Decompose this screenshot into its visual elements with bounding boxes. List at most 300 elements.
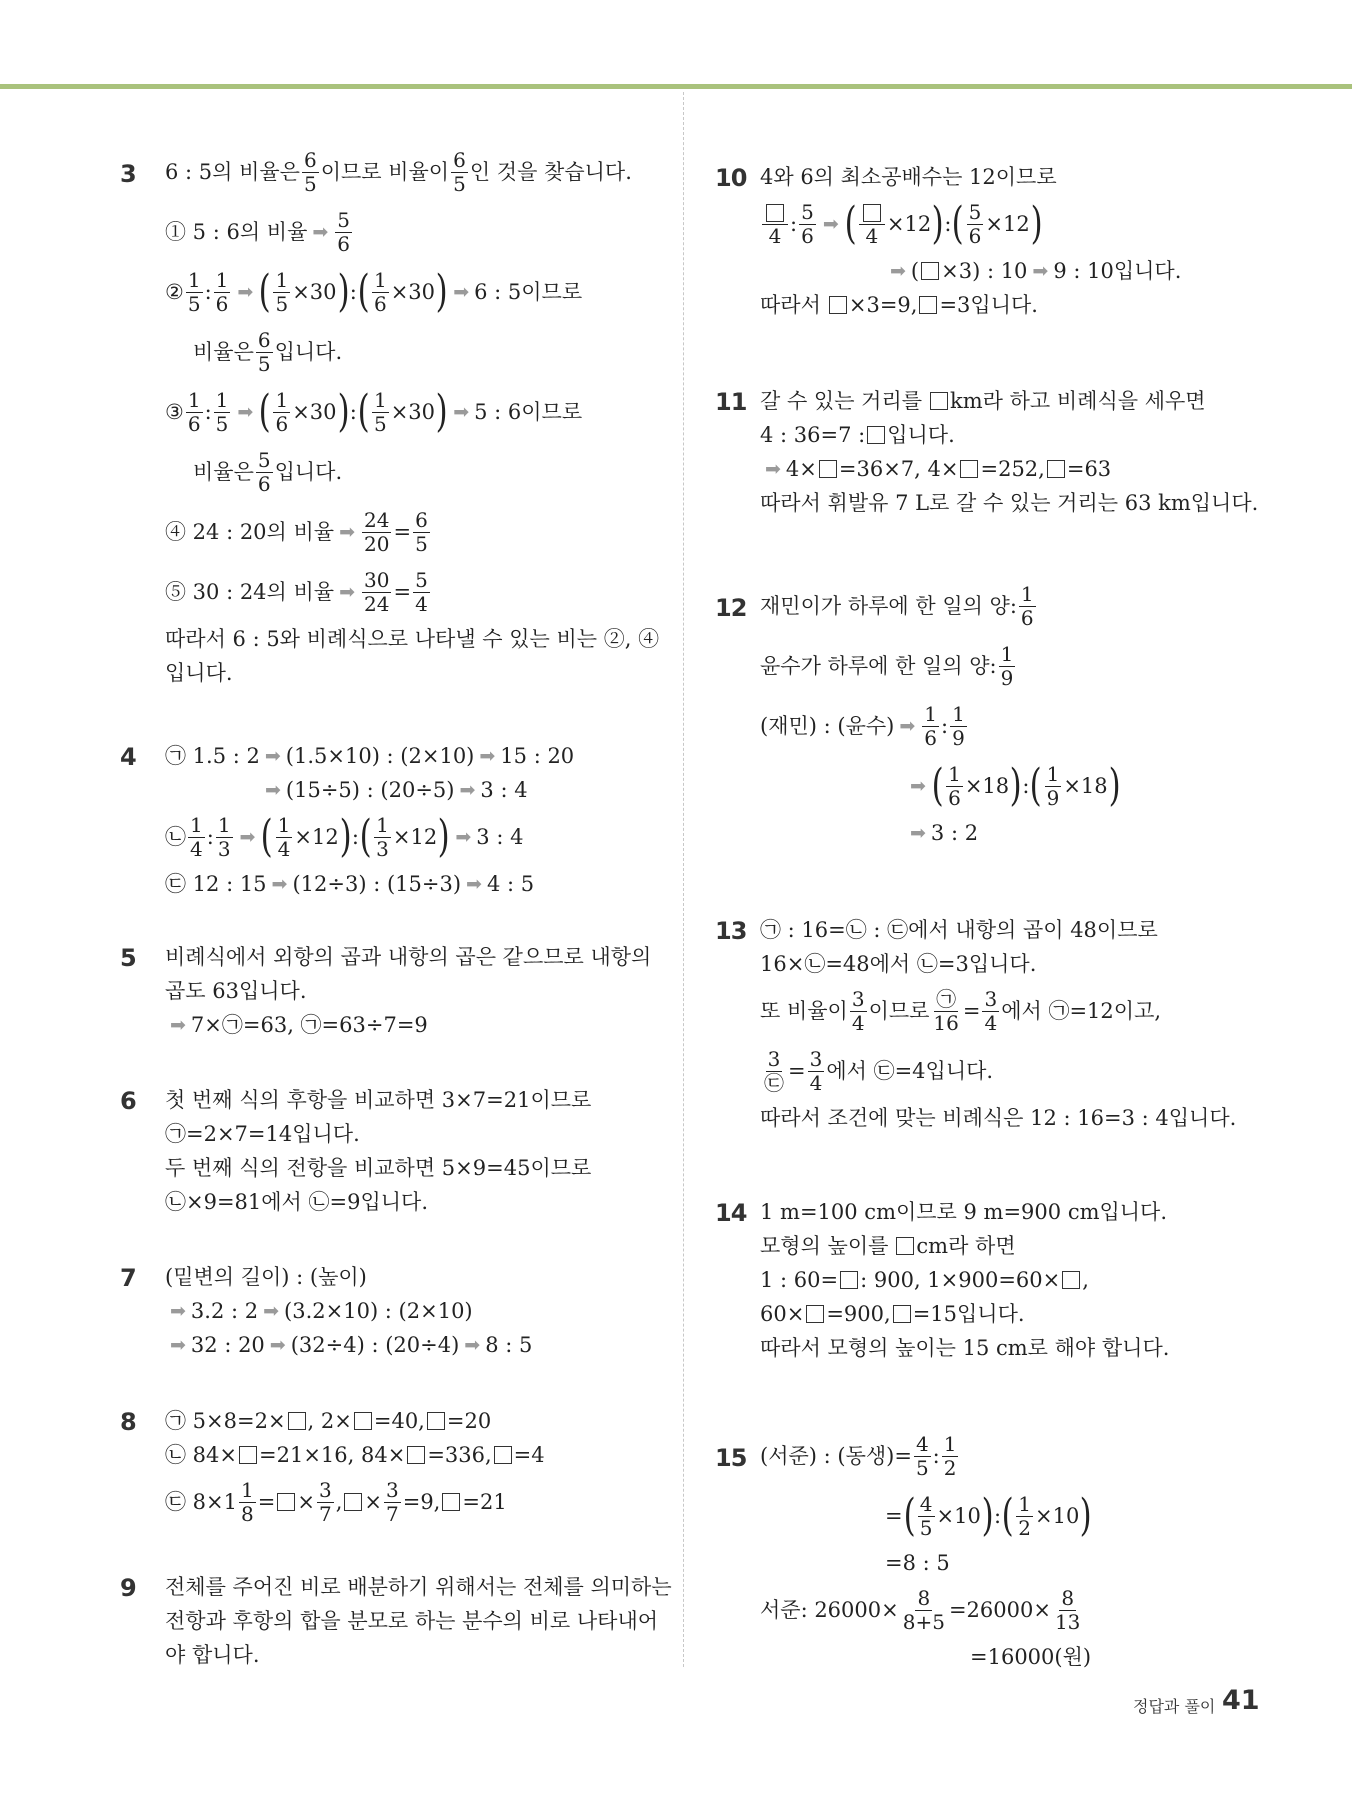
- line: [165, 562, 665, 622]
- text: (1.5×10) : (2×10): [285, 744, 475, 768]
- right-paren: ): [981, 1490, 994, 1541]
- problem-number: 9: [120, 1574, 136, 1602]
- line: [760, 1580, 1260, 1640]
- text: ③: [165, 400, 184, 424]
- column-divider: [683, 92, 684, 1667]
- problem-number: 8: [120, 1408, 136, 1436]
- line: [165, 867, 665, 901]
- text: 1 : 60=: [760, 1268, 839, 1292]
- line: 첫 번째 식의 후항을 비교하면 3×7=21이므로: [165, 1088, 592, 1112]
- colon: :: [351, 825, 359, 849]
- text: ×3) : 10: [941, 259, 1028, 283]
- blank-box: [344, 1493, 362, 1511]
- page-number: 41: [1222, 1685, 1260, 1716]
- problem-number: 5: [120, 944, 136, 972]
- text: =63: [1066, 457, 1112, 481]
- fraction: $\frac{5}{6}$: [337, 207, 351, 256]
- text: ㉢ 12 : 15: [165, 872, 267, 896]
- problem-number: 10: [715, 164, 747, 192]
- line: [165, 202, 665, 262]
- left-paren: (: [258, 386, 271, 437]
- line: [165, 1404, 665, 1438]
- left-paren: (: [357, 386, 370, 437]
- line: [165, 322, 665, 382]
- blank-box: [960, 460, 978, 478]
- line: [165, 1294, 665, 1328]
- text: ㉠ 5×8=2×: [165, 1409, 286, 1433]
- fraction: $\frac{4}{5}$: [919, 1491, 933, 1540]
- fraction: $\frac{1}{9}$: [1000, 641, 1014, 690]
- colon: :: [204, 280, 212, 304]
- fraction: $\frac{1}{6}$: [924, 701, 937, 750]
- problem-body: [760, 1431, 1260, 1674]
- blank-box: [819, 460, 837, 478]
- line: [165, 382, 665, 442]
- fraction: $\frac{1}{2}$: [1018, 1491, 1031, 1540]
- blank-box: [494, 1446, 512, 1464]
- text: =26000×: [948, 1598, 1051, 1622]
- left-paren: (: [952, 198, 965, 249]
- problem-number: 13: [715, 917, 747, 945]
- text: ×12: [294, 825, 339, 849]
- arrow-icon: ➡: [822, 213, 839, 235]
- text: ⑤ 30 : 24의 비율: [165, 580, 335, 604]
- fraction: $\frac{4}{5}$: [915, 1431, 929, 1480]
- text: ×12: [985, 212, 1030, 236]
- problem-body: [165, 1570, 672, 1672]
- fraction: $\frac{1}{6}$: [215, 267, 229, 316]
- text: 6 : 5의 비율은: [165, 160, 300, 184]
- line: [165, 739, 665, 773]
- line: [760, 1426, 1260, 1486]
- text: 3 : 2: [930, 821, 979, 845]
- text: =40,: [373, 1409, 425, 1433]
- problem-body: [760, 913, 1260, 1135]
- right-paren: ): [435, 386, 448, 437]
- line: [760, 696, 1260, 756]
- right-paren: ): [339, 811, 352, 862]
- line: 따라서 6 : 5와 비례식으로 나타낼 수 있는 비는 ②, ④: [165, 627, 660, 651]
- text: =20: [446, 1409, 492, 1433]
- fraction: $\frac{30}{24}$: [364, 567, 390, 616]
- text: cm라 하면: [916, 1234, 1016, 1258]
- text: ① 5 : 6의 비율: [165, 220, 308, 244]
- line: ㉡×9=81에서 ㉡=9입니다.: [165, 1190, 429, 1214]
- left-paren: (: [1001, 1490, 1014, 1541]
- text: ,: [1082, 1268, 1089, 1292]
- text: ,: [335, 1490, 343, 1514]
- text: (재민) : (윤수): [760, 714, 895, 738]
- line: [760, 254, 1260, 288]
- line: [760, 576, 1260, 636]
- text: =: [885, 1504, 903, 1528]
- line: 따라서 모형의 높이는 15 cm로 해야 합니다.: [760, 1336, 1170, 1360]
- text: =15입니다.: [912, 1302, 1025, 1326]
- colon: :: [349, 400, 357, 424]
- line: [760, 1640, 1260, 1674]
- text: 4×: [785, 457, 817, 481]
- text: =: [393, 580, 412, 604]
- text: 15 : 20: [500, 744, 575, 768]
- arrow-icon: ➡: [464, 1334, 481, 1356]
- fraction: $\frac{1}{4}$: [190, 812, 203, 861]
- left-paren: (: [261, 811, 274, 862]
- blank-box: [863, 204, 881, 222]
- text: ㉢ 8×1: [165, 1490, 237, 1514]
- footer-label: 정답과 풀이: [1133, 1697, 1216, 1716]
- text: ×10: [936, 1504, 981, 1528]
- line: [165, 442, 665, 502]
- blank-box: [806, 1305, 824, 1323]
- text: =36×7, 4×: [838, 457, 959, 481]
- right-paren: ): [931, 198, 944, 249]
- blank-box: [867, 426, 885, 444]
- line: 전항과 후항의 합을 분모로 하는 분수의 비로 나타내어: [165, 1609, 659, 1633]
- fraction: $\frac{6}{5}$: [415, 507, 428, 556]
- text: 3 : 4: [476, 825, 524, 849]
- text: 이므로: [868, 999, 930, 1023]
- text: (3.2×10) : (2×10): [284, 1299, 473, 1323]
- text: 60×: [760, 1302, 805, 1326]
- text: 윤수가 하루에 한 일의 양:: [760, 654, 997, 678]
- text: ×3=9,: [848, 293, 918, 317]
- text: , 2×: [307, 1409, 352, 1433]
- colon: :: [790, 212, 798, 236]
- line: [760, 756, 1260, 816]
- text: 또 비율이: [760, 999, 848, 1023]
- left-paren: (: [931, 760, 944, 811]
- fraction: $\frac{1}{6}$: [187, 387, 201, 436]
- colon: :: [204, 400, 212, 424]
- arrow-icon: ➡: [453, 401, 470, 423]
- text: ×18: [964, 774, 1010, 798]
- fraction: $\frac{1}{3}$: [376, 812, 389, 861]
- blank-box: [893, 1305, 911, 1323]
- line: [760, 194, 1260, 254]
- problem-body: [165, 739, 665, 901]
- problem-number: 6: [120, 1087, 136, 1115]
- blank-box: [896, 1237, 914, 1255]
- text: ×12: [392, 825, 438, 849]
- fraction: $\frac{1}{8}$: [241, 1477, 254, 1526]
- left-paren: (: [844, 198, 857, 249]
- text: =: [962, 999, 981, 1023]
- text: =900,: [826, 1302, 891, 1326]
- line: ㉠=2×7=14입니다.: [165, 1122, 360, 1146]
- line: [760, 1041, 1260, 1101]
- fraction: $\frac{1}{9}$: [1046, 761, 1060, 810]
- fraction: $\frac{6}{5}$: [303, 147, 317, 196]
- fraction: 4: [762, 202, 788, 247]
- text: km라 하고 비례식을 세우면: [950, 389, 1206, 413]
- arrow-icon: ➡: [264, 745, 281, 767]
- text: ㉡ 84×: [165, 1443, 237, 1467]
- blank-box: [239, 1446, 257, 1464]
- line: ㉠ : 16=㉡ : ㉢에서 내항의 곱이 48이므로: [760, 918, 1158, 942]
- line: [760, 452, 1260, 486]
- arrow-icon: ➡: [170, 1300, 186, 1322]
- problem-number: 4: [120, 743, 136, 771]
- text: (: [910, 259, 920, 283]
- line: 전체를 주어진 비로 배분하기 위해서는 전체를 의미하는: [165, 1575, 672, 1599]
- line: [165, 142, 665, 202]
- fraction: $\frac{3}{㉢}$: [764, 1046, 784, 1095]
- arrow-icon: ➡: [170, 1014, 186, 1036]
- problem-body: [165, 147, 665, 690]
- left-paren: (: [903, 1490, 916, 1541]
- line: [760, 981, 1260, 1041]
- line: (밑변의 길이) : (높이): [165, 1265, 367, 1289]
- fraction: $\frac{1}{5}$: [275, 267, 289, 316]
- blank-box: [930, 392, 948, 410]
- line: [165, 1328, 665, 1362]
- text: ×12: [886, 212, 932, 236]
- line: [165, 1438, 665, 1472]
- fraction: $\frac{5}{6}$: [968, 199, 982, 248]
- arrow-icon: ➡: [312, 221, 329, 243]
- problem-body: [165, 940, 665, 1042]
- colon: :: [206, 825, 214, 849]
- text: 모형의 높이를: [760, 1234, 889, 1258]
- arrow-icon: ➡: [271, 873, 288, 895]
- text: 5 : 6이므로: [474, 400, 583, 424]
- fraction: $\frac{1}{6}$: [275, 387, 289, 436]
- text: ×30: [292, 280, 337, 304]
- line: [760, 1486, 1260, 1546]
- line: [760, 1229, 1260, 1263]
- text: =3입니다.: [939, 293, 1038, 317]
- fraction: $\frac{1}{4}$: [277, 812, 291, 861]
- problem-number: 7: [120, 1264, 136, 1292]
- text: 입니다.: [887, 423, 955, 447]
- top-rule: [0, 84, 1352, 89]
- blank-box: [921, 262, 939, 280]
- line: [760, 418, 1260, 452]
- blank-box: [277, 1493, 295, 1511]
- arrow-icon: ➡: [269, 1334, 286, 1356]
- fraction: $\frac{1}{2}$: [943, 1431, 957, 1480]
- arrow-icon: ➡: [455, 826, 472, 848]
- text: =252,: [980, 457, 1045, 481]
- fraction: $\frac{3}{4}$: [984, 986, 998, 1035]
- line: [760, 816, 1260, 850]
- blank-box: [919, 296, 937, 314]
- text: =: [393, 520, 412, 544]
- right-paren: ): [437, 811, 450, 862]
- fraction: $\frac{1}{6}$: [373, 267, 387, 316]
- text: 서준: 26000×: [760, 1598, 899, 1622]
- fraction: $\frac{3}{4}$: [809, 1046, 823, 1095]
- problem-number: 11: [715, 388, 747, 416]
- line: [760, 384, 1260, 418]
- blank-box: [1062, 1271, 1080, 1289]
- problem-body: [165, 1083, 665, 1219]
- blank-box: [1047, 460, 1065, 478]
- text: =21×16, 84×: [259, 1443, 406, 1467]
- fraction: $\frac{5}{4}$: [415, 567, 428, 616]
- line: [165, 262, 665, 322]
- problem-number: 12: [715, 594, 747, 622]
- line: 곱도 63입니다.: [165, 979, 307, 1003]
- arrow-icon: ➡: [170, 1334, 186, 1356]
- text: (15÷5) : (20÷5): [285, 778, 455, 802]
- problem-body: [165, 1404, 665, 1532]
- text: =4: [513, 1443, 545, 1467]
- text: 4 : 5: [486, 872, 535, 896]
- text: =: [257, 1490, 276, 1514]
- colon: :: [1022, 774, 1030, 798]
- line: [165, 773, 665, 807]
- right-paren: ): [337, 386, 350, 437]
- text: (서준) : (동생)=: [760, 1444, 912, 1468]
- text: 4 : 36=7 :: [760, 423, 866, 447]
- arrow-icon: ➡: [265, 779, 281, 801]
- arrow-icon: ➡: [890, 260, 906, 282]
- text: ×: [364, 1490, 382, 1514]
- problem-body: [760, 160, 1260, 322]
- arrow-icon: ➡: [910, 822, 926, 844]
- text: =21: [462, 1490, 507, 1514]
- blank-box: [407, 1446, 425, 1464]
- text: =8 : 5: [885, 1551, 950, 1575]
- arrow-icon: ➡: [479, 745, 496, 767]
- fraction: $\frac{8}{8+5}$: [902, 1585, 945, 1634]
- arrow-icon: ➡: [910, 775, 926, 797]
- fraction: $\frac{3}{7}$: [385, 1477, 399, 1526]
- fraction: $\frac{1}{6}$: [1020, 581, 1034, 630]
- fraction: $\frac{6}{5}$: [453, 147, 466, 196]
- text: ×: [297, 1490, 315, 1514]
- arrow-icon: ➡: [237, 281, 254, 303]
- text: ㉠ 1.5 : 2: [165, 744, 260, 768]
- text: 3 : 4: [480, 778, 528, 802]
- text: ×30: [390, 400, 436, 424]
- arrow-icon: ➡: [459, 779, 476, 801]
- right-paren: ): [1030, 198, 1043, 249]
- text: 인 것을 찾습니다.: [469, 160, 632, 184]
- arrow-icon: ➡: [453, 281, 470, 303]
- left-paren: (: [258, 266, 271, 317]
- problem-number: 3: [120, 160, 136, 188]
- blank-box: [766, 204, 784, 222]
- line: [760, 1263, 1260, 1297]
- arrow-icon: ➡: [339, 521, 355, 543]
- fraction: $\frac{3}{7}$: [318, 1477, 332, 1526]
- right-paren: ): [337, 266, 350, 317]
- text: 6 : 5이므로: [474, 280, 583, 304]
- text: 입니다.: [274, 460, 343, 484]
- text: 9 : 10입니다.: [1053, 259, 1182, 283]
- problem-body: [165, 1260, 665, 1362]
- line: [760, 1297, 1260, 1331]
- line: 두 번째 식의 전항을 비교하면 5×9=45이므로: [165, 1156, 592, 1180]
- arrow-icon: ➡: [466, 873, 482, 895]
- arrow-icon: ➡: [1032, 260, 1049, 282]
- fraction: $\frac{1}{3}$: [217, 812, 231, 861]
- problem-body: [760, 581, 1260, 850]
- right-paren: ): [1108, 760, 1121, 811]
- text: 갈 수 있는 거리를: [760, 389, 923, 413]
- text: 따라서: [760, 293, 821, 317]
- line: 16×㉡=48에서 ㉡=3입니다.: [760, 952, 1037, 976]
- right-paren: ): [1009, 760, 1022, 811]
- text: 비율은: [193, 340, 254, 364]
- problem-number: 14: [715, 1199, 747, 1227]
- colon: :: [932, 1444, 940, 1468]
- fraction: $\frac{1}{9}$: [952, 701, 965, 750]
- text: (32÷4) : (20÷4): [290, 1333, 460, 1357]
- blank-box: [442, 1493, 460, 1511]
- text: ×30: [292, 400, 337, 424]
- left-paren: (: [359, 811, 372, 862]
- right-paren: ): [435, 266, 448, 317]
- fraction: $\frac{5}{6}$: [257, 447, 271, 496]
- fraction: $\frac{8}{13}$: [1054, 1585, 1081, 1634]
- colon: :: [349, 280, 357, 304]
- line: [165, 807, 665, 867]
- arrow-icon: ➡: [765, 458, 781, 480]
- line: 따라서 휘발유 7 L로 갈 수 있는 거리는 63 km입니다.: [760, 491, 1259, 515]
- text: =9,: [402, 1490, 441, 1514]
- text: =336,: [427, 1443, 492, 1467]
- fraction: $\frac{3}{4}$: [851, 986, 865, 1035]
- line: 비례식에서 외항의 곱과 내항의 곱은 같으므로 내항의: [165, 945, 652, 969]
- line: [165, 502, 665, 562]
- left-paren: (: [1029, 760, 1043, 811]
- fraction: $\frac{1}{5}$: [373, 387, 387, 436]
- line: 입니다.: [165, 661, 233, 685]
- left-paren: (: [357, 266, 370, 317]
- fraction: $\frac{5}{6}$: [801, 199, 814, 248]
- text: 입니다.: [274, 340, 343, 364]
- fraction: $\frac{24}{20}$: [364, 507, 390, 556]
- colon: :: [994, 1504, 1002, 1528]
- text: ㉡: [165, 825, 186, 849]
- text: ×18: [1063, 774, 1108, 798]
- arrow-icon: ➡: [263, 1300, 280, 1322]
- line: 따라서 조건에 맞는 비례식은 12 : 16=3 : 4입니다.: [760, 1106, 1237, 1130]
- text: 이므로 비율이: [320, 160, 450, 184]
- text: ④ 24 : 20의 비율: [165, 520, 335, 544]
- fraction: $\frac{1}{6}$: [948, 761, 961, 810]
- text: 7×㉠=63, ㉠=63÷7=9: [190, 1013, 428, 1037]
- blank-box: [427, 1412, 445, 1430]
- text: 8 : 5: [485, 1333, 533, 1357]
- blank-box: [840, 1271, 858, 1289]
- arrow-icon: ➡: [339, 581, 355, 603]
- text: ×30: [390, 280, 436, 304]
- text: 32 : 20: [190, 1333, 265, 1357]
- fraction: $\frac{1}{5}$: [187, 267, 201, 316]
- arrow-icon: ➡: [899, 715, 916, 737]
- text: 3.2 : 2: [190, 1299, 259, 1323]
- colon: :: [944, 212, 952, 236]
- text: : 900, 1×900=60×: [860, 1268, 1061, 1292]
- problem-body: [760, 384, 1260, 520]
- blank-box: [288, 1412, 306, 1430]
- arrow-icon: ➡: [237, 401, 254, 423]
- text: 에서 ㉠=12이고,: [1001, 999, 1162, 1023]
- text: ×10: [1035, 1504, 1080, 1528]
- line: 4와 6의 최소공배수는 12이므로: [760, 165, 1057, 189]
- line: [760, 1546, 1260, 1580]
- fraction: $\frac{㉠}{16}$: [933, 986, 959, 1035]
- text: 에서 ㉢=4입니다.: [826, 1059, 994, 1083]
- arrow-icon: ➡: [239, 826, 256, 848]
- text: =: [788, 1059, 806, 1083]
- right-paren: ): [1079, 1490, 1092, 1541]
- blank-box: [354, 1412, 372, 1430]
